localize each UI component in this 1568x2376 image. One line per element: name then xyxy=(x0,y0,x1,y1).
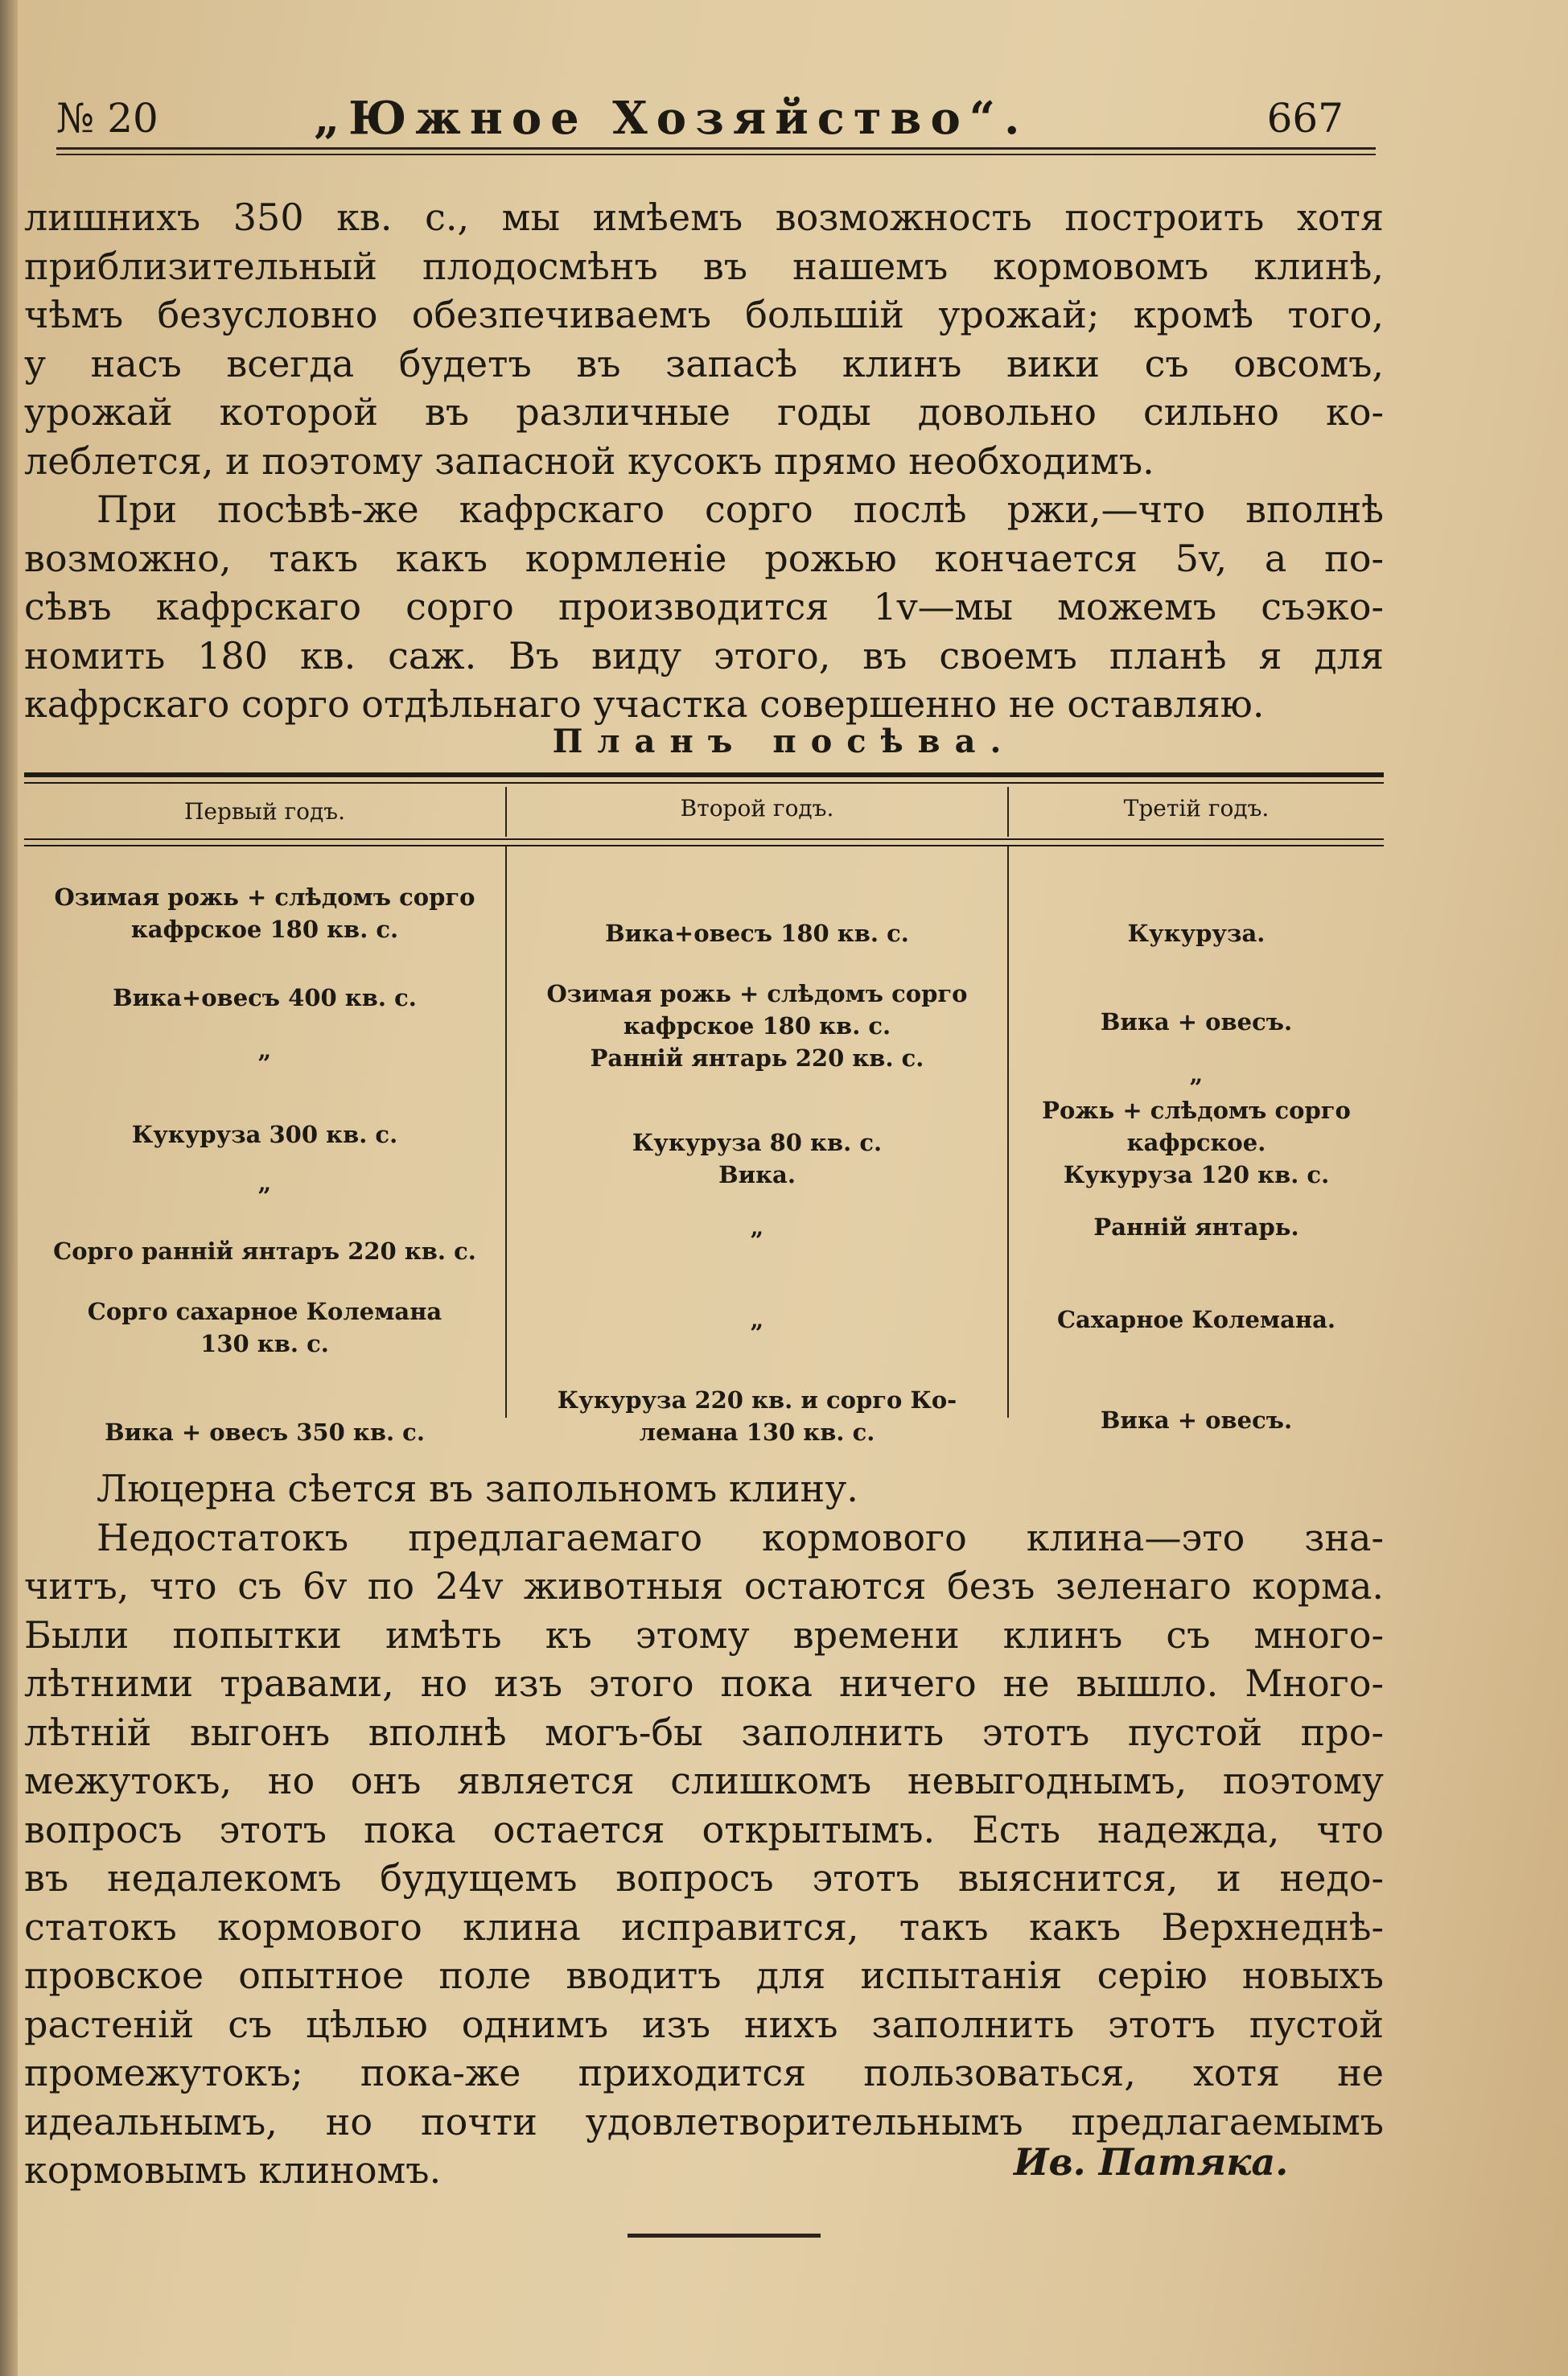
table-cell xyxy=(1009,1303,1384,1336)
cell-line: „ xyxy=(750,1306,764,1333)
table-cell xyxy=(1009,917,1384,949)
table-cell xyxy=(507,1384,1007,1448)
text-line: леблется, и поэтому запасной кусокъ прямо необходимъ. xyxy=(24,439,1154,483)
plan-title: Планъ посѣва. xyxy=(552,723,1016,760)
issue-number: № 20 xyxy=(56,95,158,142)
cell-line: Кукуруза 120 кв. с. xyxy=(1063,1161,1330,1188)
text-line: промежутокъ; пока-же приходится пользоваться, хотя не xyxy=(24,2051,1384,2094)
header-year-3: Третій годъ. xyxy=(1123,795,1270,822)
header-year-2: Второй годъ. xyxy=(680,795,834,822)
table-cell xyxy=(24,1034,505,1066)
text-line: читъ, что съ 6v по 24v животныя остаются безъ зеленаго корма. xyxy=(24,1564,1384,1608)
cell-line: „ xyxy=(1189,1060,1204,1088)
text-line: у насъ всегда будетъ въ запасѣ клинъ вики съ овсомъ, xyxy=(24,341,1384,385)
table-cell xyxy=(507,978,1007,1074)
text-line: провское опытное поле вводитъ для испытанія серію новыхъ xyxy=(24,1954,1384,1997)
table-cell xyxy=(507,1211,1007,1243)
header-rule xyxy=(56,154,1376,155)
header-rule xyxy=(56,147,1376,150)
table-cell xyxy=(507,1303,1007,1336)
table-cell xyxy=(24,1295,505,1360)
text-line: вопросъ этотъ пока остается открытымъ. Есть надежда, что xyxy=(24,1807,1384,1851)
cell-line: Озимая рожь + слѣдомъ сорго xyxy=(54,883,475,911)
text-line: Недостатокъ предлагаемаго кормового клина—это зна- xyxy=(97,1515,1384,1559)
header-rule xyxy=(24,838,1384,840)
table-cell xyxy=(1009,1058,1384,1090)
cell-line: „ xyxy=(257,1169,272,1196)
table-top-rule xyxy=(24,772,1384,777)
cell-line: Кукуруза 300 кв. с. xyxy=(131,1121,398,1148)
cell-line: Ранній янтарь. xyxy=(1093,1213,1299,1241)
sowing-plan-table xyxy=(24,764,1384,1460)
table-top-rule xyxy=(24,782,1384,784)
text-line: лѣтними травами, но изъ этого пока ничего не вышло. Много- xyxy=(24,1662,1384,1705)
text-line: Люцерна сѣется въ запольномъ клину. xyxy=(97,1467,858,1510)
table-cell xyxy=(24,1235,505,1267)
text-line: урожай которой въ различные годы довольно сильно ко- xyxy=(24,390,1384,434)
cell-line: кафрское. xyxy=(1126,1129,1266,1156)
cell-line: Озимая рожь + слѣдомъ сорго xyxy=(546,980,968,1007)
table-cell xyxy=(1009,1094,1384,1191)
table-cell xyxy=(24,1118,505,1151)
table-cell xyxy=(507,917,1007,949)
text-line: возможно, такъ какъ кормленіе рожью кончается 5v, а по- xyxy=(24,536,1384,580)
text-line: растеній съ цѣлью однимъ изъ нихъ заполнить этотъ пустой xyxy=(24,2002,1384,2046)
text-line: кафрскаго сорго отдѣльнаго участка совершенно не оставляю. xyxy=(24,682,1265,726)
table-cell xyxy=(1009,1404,1384,1436)
text-line: лишнихъ 350 кв. с., мы имѣемъ возможность построить хотя xyxy=(24,196,1384,239)
text-line: сѣвъ кафрскаго сорго производится 1v—мы можемъ съэко- xyxy=(24,585,1384,628)
journal-title: „Южное Хозяйство“. xyxy=(314,92,1029,145)
text-line: приблизительный плодосмѣнъ въ нашемъ кормовомъ клинѣ, xyxy=(24,244,1384,288)
cell-line: Вика+овесъ 180 кв. с. xyxy=(605,920,909,947)
cell-line: „ xyxy=(750,1213,764,1241)
cell-line: кафрское 180 кв. с. xyxy=(623,1012,891,1040)
table-cell xyxy=(24,982,505,1014)
cell-line: Кукуруза. xyxy=(1127,920,1266,947)
text-line: въ недалекомъ будущемъ вопросъ этотъ выяснится, и недо- xyxy=(24,1856,1384,1900)
header-year-1: Первый годъ. xyxy=(183,798,345,825)
text-line: При посѣвѣ-же кафрскаго сорго послѣ ржи,—что вполнѣ xyxy=(97,488,1384,531)
text-line: чѣмъ безусловно обезпечиваемъ большій урожай; кромѣ того, xyxy=(24,293,1384,336)
table-cell xyxy=(1009,1211,1384,1243)
closing-paragraph xyxy=(24,1464,1384,2195)
table-cell xyxy=(24,1167,505,1199)
cell-line: Вика + овесъ. xyxy=(1100,1406,1293,1434)
cell-line: Вика + овесъ. xyxy=(1100,1008,1293,1036)
page-number: 667 xyxy=(1266,95,1344,142)
text-line: межутокъ, но онъ является слишкомъ невыгоднымъ, поэтому xyxy=(24,1759,1384,1802)
cell-line: Кукуруза 220 кв. и сорго Ко- xyxy=(557,1386,957,1414)
cell-line: лемана 130 кв. с. xyxy=(639,1419,875,1446)
table-cell xyxy=(24,1416,505,1448)
cell-line: Вика + овесъ 350 кв. с. xyxy=(105,1419,425,1446)
cell-line: Рожь + слѣдомъ сорго xyxy=(1042,1097,1351,1124)
cell-line: Вика+овесъ 400 кв. с. xyxy=(113,984,417,1011)
cell-line: Сорго сахарное Колемана xyxy=(87,1298,442,1325)
author-signature: Ив. Патяка. xyxy=(1014,2140,1289,2184)
cell-line: Ранній янтарь 220 кв. с. xyxy=(590,1044,924,1072)
cell-line: Сорго ранній янтаръ 220 кв. с. xyxy=(53,1237,476,1265)
text-line: идеальнымъ, но почти удовлетворительнымъ предлагаемымъ xyxy=(24,2099,1384,2143)
cell-line: Вика. xyxy=(718,1161,796,1188)
text-line: Были попытки имѣть къ этому времени клинъ съ много- xyxy=(24,1612,1384,1657)
text-line: статокъ кормового клина исправится, такъ какъ Верхнеднѣ- xyxy=(24,1905,1384,1949)
page-edge-shadow xyxy=(0,0,18,2376)
text-line: кормовымъ клиномъ. xyxy=(24,2148,442,2192)
table-cell xyxy=(24,881,505,945)
cell-line: кафрское 180 кв. с. xyxy=(130,916,399,943)
text-line: номить 180 кв. саж. Въ виду этого, въ своемъ планѣ я для xyxy=(24,633,1384,677)
cell-line: Кукуруза 80 кв. с. xyxy=(632,1129,883,1156)
table-cell xyxy=(507,1126,1007,1191)
cell-line: „ xyxy=(257,1036,272,1064)
cell-line: 130 кв. с. xyxy=(200,1330,329,1357)
cell-line: Сахарное Колемана. xyxy=(1056,1306,1336,1333)
table-cell xyxy=(1009,1006,1384,1038)
text-line: лѣтній выгонъ вполнѣ могъ-бы заполнить этотъ пустой про- xyxy=(24,1710,1384,1754)
header-rule xyxy=(24,845,1384,846)
intro-paragraph xyxy=(24,193,1384,729)
running-header xyxy=(56,92,1376,151)
end-rule xyxy=(628,2234,821,2238)
